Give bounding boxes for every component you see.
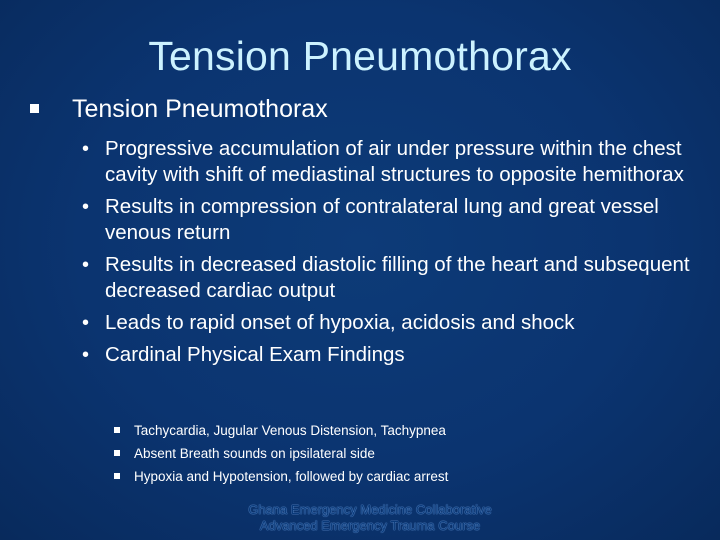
bullet-text: Cardinal Physical Exam Findings (105, 343, 405, 366)
list-item (114, 465, 674, 488)
bullet-dot-icon: • (82, 138, 90, 160)
level2-bullet-list (80, 136, 700, 374)
bullet-text: Hypoxia and Hypotension, followed by cardiac arrest (134, 469, 449, 484)
bullet-dot-icon: • (82, 312, 90, 334)
list-item (114, 419, 674, 442)
list-item (80, 136, 700, 188)
bullet-dot-icon: • (82, 254, 90, 276)
list-item (80, 310, 700, 336)
list-item (114, 442, 674, 465)
bullet-dot-icon: • (82, 196, 90, 218)
square-bullet-icon (114, 473, 120, 479)
bullet-text: Absent Breath sounds on ipsilateral side (134, 446, 375, 461)
bullet-text: Results in compression of contralateral lung and great vessel venous return (105, 195, 659, 244)
bullet-text: Results in decreased diastolic filling of the heart and subsequent decreased cardiac output (105, 253, 690, 302)
list-item (80, 194, 700, 246)
square-bullet-icon (114, 450, 120, 456)
bullet-text: Progressive accumulation of air under pressure within the chest cavity with shift of mediastinal structures to opposite hemithorax (105, 137, 684, 186)
level3-bullet-list (114, 419, 674, 488)
square-bullet-icon (30, 104, 39, 113)
bullet-dot-icon: • (82, 344, 90, 366)
level1-bullet-text: Tension Pneumothorax (72, 95, 328, 123)
footer-line-1: Ghana Emergency Medicine Collaborative (248, 502, 492, 517)
slide-title: Tension Pneumothorax (148, 33, 572, 79)
square-bullet-icon (114, 427, 120, 433)
footer-line-2: Advanced Emergency Trauma Course (259, 518, 481, 533)
bullet-text: Tachycardia, Jugular Venous Distension, Tachypnea (134, 423, 446, 438)
list-item (80, 342, 700, 368)
footer-credit (180, 502, 560, 534)
list-item (80, 252, 700, 304)
bullet-text: Leads to rapid onset of hypoxia, acidosis and shock (105, 311, 575, 334)
